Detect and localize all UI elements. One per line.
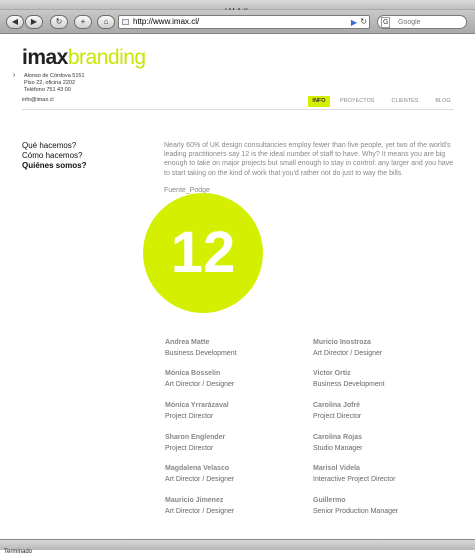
team-member xyxy=(165,432,225,454)
address-line: Piso 22, oficina 2202 xyxy=(24,80,76,86)
team-member xyxy=(313,400,361,422)
site-logo[interactable] xyxy=(22,46,146,70)
logo-branding: branding xyxy=(67,46,146,69)
contact-email[interactable]: info@imax.cl xyxy=(22,97,54,103)
add-bookmark-icon[interactable]: + xyxy=(74,15,92,29)
search-box[interactable] xyxy=(377,15,467,29)
address-url[interactable]: http://www.imax.cl/ xyxy=(133,17,200,26)
member-name: Andrea Matte xyxy=(165,339,210,346)
member-name: Muricio Inostroza xyxy=(313,339,371,346)
team-member xyxy=(313,463,395,485)
member-name: Mónica Yrrarázaval xyxy=(165,402,229,409)
logo-imax: imax xyxy=(22,46,68,69)
address-block xyxy=(24,73,85,94)
status-text: Terminado xyxy=(4,549,33,555)
team-member xyxy=(165,368,234,390)
member-role: Senior Production Manager xyxy=(313,508,399,515)
member-role: Business Development xyxy=(313,381,385,388)
member-role: Interactive Project Director xyxy=(313,476,396,483)
member-role: Art Director / Designer xyxy=(165,508,235,515)
nav-item-blog[interactable]: BLOG xyxy=(435,98,451,104)
member-role: Project Director xyxy=(313,413,362,420)
member-role: Business Development xyxy=(165,350,237,357)
member-name: Sharon Englender xyxy=(165,434,226,441)
member-role: Art Director / Designer xyxy=(165,381,235,388)
window-titlebar xyxy=(0,0,475,10)
team-member xyxy=(313,432,362,454)
nav-item-proyectos[interactable]: PROYECTOS xyxy=(340,98,375,104)
menu-item-quienes-somos[interactable]: Quiénes somos? xyxy=(22,161,87,170)
member-name: Carolina Rojas xyxy=(313,434,363,441)
team-member xyxy=(313,495,398,517)
nav-item-info[interactable]: INFO xyxy=(308,96,330,107)
team-member xyxy=(165,495,234,517)
member-name: Mónica Bosselin xyxy=(165,370,221,377)
team-member xyxy=(165,463,234,485)
member-role: Project Director xyxy=(165,445,214,452)
forward-icon[interactable]: ▶ xyxy=(25,15,43,29)
team-member xyxy=(313,337,382,359)
search-engine-icon[interactable]: G xyxy=(383,19,389,26)
nav-item-clientes[interactable]: CLIENTES xyxy=(391,98,419,104)
member-role: Project Director xyxy=(165,413,214,420)
big-number: 12 xyxy=(170,220,236,285)
intro-source: Fuente_Podge xyxy=(164,187,210,194)
member-name: Carolina Jofré xyxy=(313,402,361,409)
browser-toolbar xyxy=(0,10,475,34)
menu-item-como-hacemos[interactable]: Cómo hacemos? xyxy=(22,151,83,160)
big-number-circle xyxy=(143,193,263,313)
intro-paragraph: Nearly 60% of UK design consultancies employ fewer than five people, yet two of the world's leading practitioners say 12 is the ideal number of staff to have. Why? It means you are big enough to take on major projects but small enough to stay in control: any larger and you have to start taking on the kind of work that you'd rather not do just to way the bills. xyxy=(164,142,454,177)
site-favicon-icon xyxy=(122,19,129,25)
search-input[interactable] xyxy=(398,17,464,27)
address-line: Teléfono 751 43 00 xyxy=(24,87,71,93)
refresh-icon[interactable]: ↻ xyxy=(360,17,367,26)
member-role: Art Director / Designer xyxy=(313,350,383,357)
team-member xyxy=(165,337,237,359)
address-line: Alonso de Córdova 5151 xyxy=(24,73,85,79)
section-menu xyxy=(22,141,86,171)
member-name: Guillermo xyxy=(313,497,346,504)
member-name: Magdalena Velasco xyxy=(165,465,230,472)
member-role: Studio Manager xyxy=(313,445,363,452)
menu-item-que-hacemos[interactable]: Qué hacemos? xyxy=(22,141,77,150)
address-bar[interactable] xyxy=(118,15,370,29)
status-bar xyxy=(0,539,475,555)
team-member xyxy=(313,368,385,390)
member-role: Art Director / Designer xyxy=(165,476,235,483)
arrow-right-icon: › xyxy=(13,72,16,79)
member-name: Victor Ortiz xyxy=(313,370,351,377)
nav-divider xyxy=(22,109,454,110)
reload-icon[interactable]: ↻ xyxy=(50,15,68,29)
member-name: Marisol Videla xyxy=(313,465,360,472)
team-member xyxy=(165,400,229,422)
back-icon[interactable]: ◀ xyxy=(6,15,24,29)
go-icon[interactable]: ▶ xyxy=(350,18,357,27)
member-name: Mauricio Jimenez xyxy=(165,497,224,504)
home-icon[interactable]: ⌂ xyxy=(97,15,115,29)
